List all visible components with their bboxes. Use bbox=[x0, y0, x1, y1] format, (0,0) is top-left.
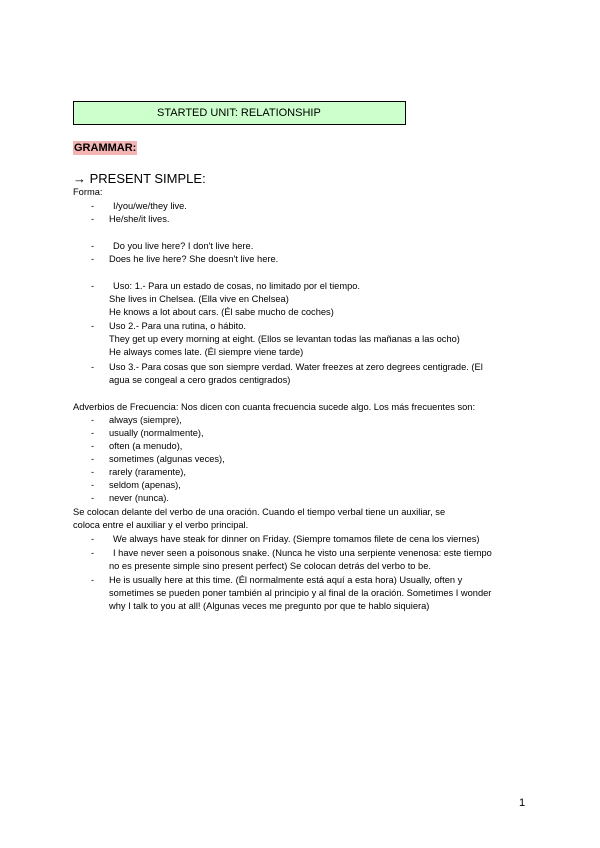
uso1-example: She lives in Chelsea. (Ella vive en Chelsea) bbox=[109, 294, 289, 304]
uso1-example: He knows a lot about cars. (Él sabe mucho de coches) bbox=[109, 307, 334, 317]
question-item: Do you live here? I don't live here. bbox=[113, 241, 254, 251]
example-line: We always have steak for dinner on Friday. (Siempre tomamos filete de cena los viernes) bbox=[113, 534, 480, 544]
forma-label: Forma: bbox=[73, 187, 103, 197]
uso3-line: agua se congeal a cero grados centigrados) bbox=[109, 375, 291, 385]
uso2-title: Uso 2.- Para una rutina, o hábito. bbox=[109, 321, 246, 331]
placement-line: Se colocan delante del verbo de una oración. Cuando el tiempo verbal tiene un auxiliar, se bbox=[73, 507, 446, 517]
adverbs-intro: Adverbios de Frecuencia: Nos dicen con cuanta frecuencia sucede algo. Los más frecuentes son: bbox=[73, 402, 476, 412]
adverb-item: usually (normalmente), bbox=[109, 428, 204, 438]
adverb-item: always (siempre), bbox=[109, 415, 182, 425]
adverb-item: sometimes (algunas veces), bbox=[109, 454, 225, 464]
uso3-line: Uso 3.- Para cosas que son siempre verdad. Water freezes at zero degrees centigrade. (El bbox=[109, 362, 483, 372]
uso2-example: They get up every morning at eight. (Ellos se levantan todas las mañanas a las ocho) bbox=[109, 334, 460, 344]
adverb-item: never (nunca). bbox=[109, 493, 169, 503]
adverb-item: seldom (apenas), bbox=[109, 480, 181, 490]
example-line: I have never seen a poisonous snake. (Nunca he visto una serpiente venenosa: este tiempo bbox=[113, 548, 492, 558]
question-item: Does he live here? She doesn't live here. bbox=[109, 254, 279, 264]
bullet-dash: - bbox=[91, 454, 95, 464]
bullet-dash: - bbox=[91, 201, 95, 211]
bullet-dash: - bbox=[91, 548, 95, 558]
bullet-dash: - bbox=[91, 467, 95, 477]
placement-line: coloca entre el auxiliar y el verbo principal. bbox=[73, 520, 249, 530]
uso1-title: Uso: 1.- Para un estado de cosas, no limitado por el tiempo. bbox=[113, 281, 361, 291]
section-title: → PRESENT SIMPLE: bbox=[73, 171, 206, 186]
bullet-dash: - bbox=[91, 362, 95, 372]
bullet-dash: - bbox=[91, 415, 95, 425]
bullet-dash: - bbox=[91, 281, 95, 291]
bullet-dash: - bbox=[91, 254, 95, 264]
adverb-item: often (a menudo), bbox=[109, 441, 183, 451]
example-line: sometimes se pueden poner también al principio y al final de la oración. Sometimes I wonder bbox=[109, 588, 492, 598]
adverb-item: rarely (raramente), bbox=[109, 467, 186, 477]
bullet-dash: - bbox=[91, 493, 95, 503]
form-item: He/she/it lives. bbox=[109, 214, 170, 224]
page-number: 1 bbox=[519, 797, 526, 809]
bullet-dash: - bbox=[91, 214, 95, 224]
form-item: I/you/we/they live. bbox=[113, 201, 187, 211]
bullet-dash: - bbox=[91, 428, 95, 438]
unit-title: STARTED UNIT: RELATIONSHIP bbox=[157, 107, 321, 119]
example-line: why I talk to you at all! (Algunas veces me pregunto por que te hablo siquiera) bbox=[109, 601, 430, 611]
bullet-dash: - bbox=[91, 321, 95, 331]
unit-title-box bbox=[73, 101, 406, 125]
bullet-dash: - bbox=[91, 575, 95, 585]
grammar-heading: GRAMMAR: bbox=[74, 142, 137, 154]
uso2-example: He always comes late. (Él siempre viene tarde) bbox=[109, 347, 304, 357]
example-line: no es presente simple sino present perfect) Se colocan detrás del verbo to be. bbox=[109, 561, 431, 571]
bullet-dash: - bbox=[91, 241, 95, 251]
bullet-dash: - bbox=[91, 534, 95, 544]
example-line: He is usually here at this time. (Él normalmente está aquí a esta hora) Usually, often y bbox=[109, 575, 463, 585]
bullet-dash: - bbox=[91, 480, 95, 490]
bullet-dash: - bbox=[91, 441, 95, 451]
